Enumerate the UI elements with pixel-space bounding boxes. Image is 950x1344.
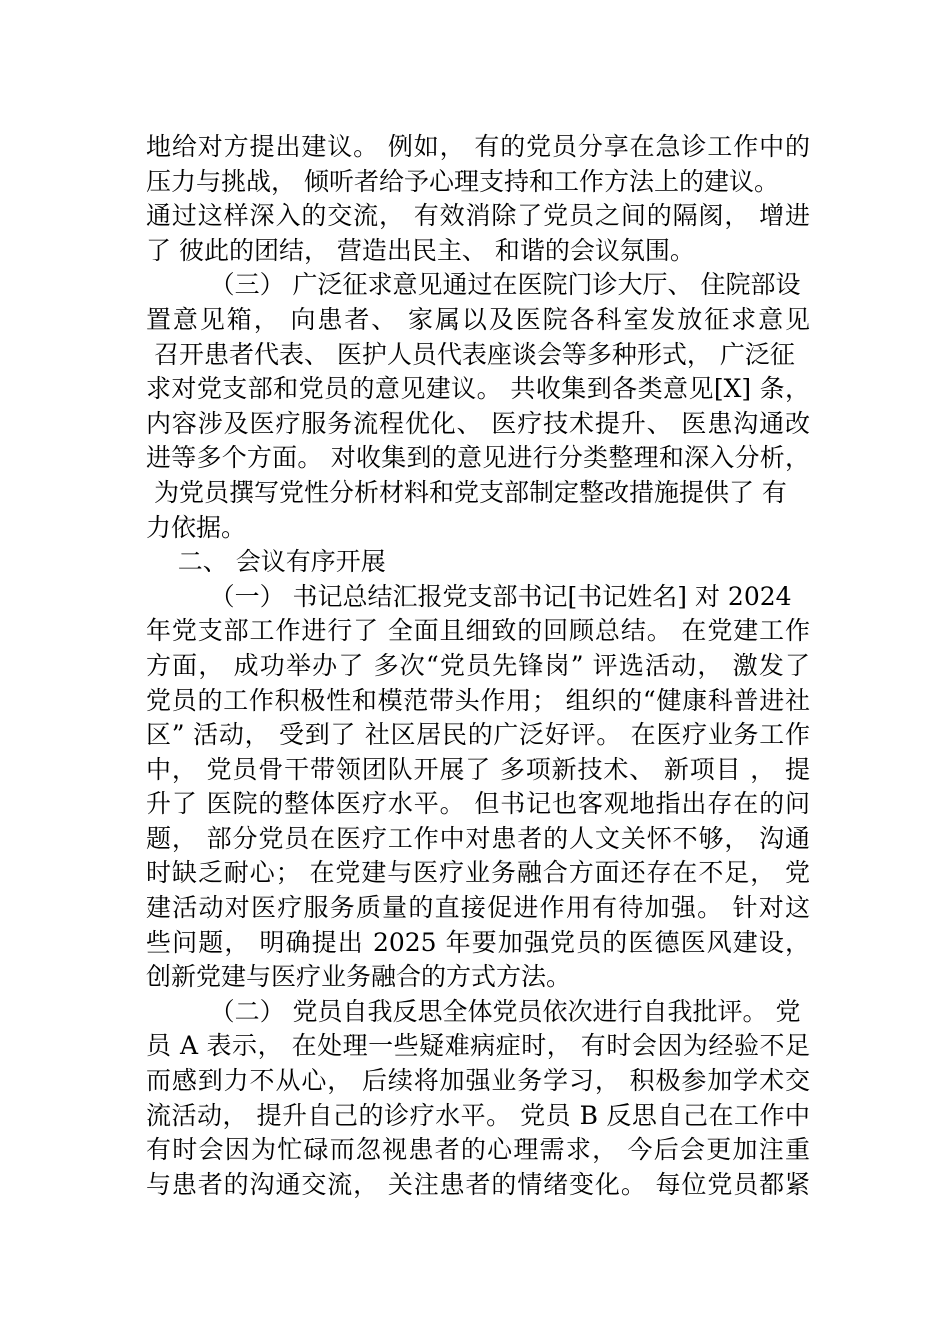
text-line: 创新党建与医疗业务融合的方式方法。 <box>146 962 572 992</box>
text-line: 年党支部工作进行了 全面且细致的回顾总结。 在党建工作 <box>146 616 810 646</box>
text-line: 内容涉及医疗服务流程优化、 医疗技术提升、 医患沟通改 <box>146 408 810 438</box>
text-line: 二、 会议有序开展 <box>146 547 386 577</box>
text-line: 置意见箱， 向患者、 家属以及医院各科室发放征求意见 <box>146 304 810 334</box>
text-line: （一） 书记总结汇报党支部书记[书记姓名] 对 2024 <box>146 581 792 611</box>
text-line: 有时会因为忙碌而忽视患者的心理需求， 今后会更加注重 <box>146 1135 810 1165</box>
text-line: 题， 部分党员在医疗工作中对患者的人文关怀不够， 沟通 <box>146 823 810 853</box>
text-line: 通过这样深入的交流， 有效消除了党员之间的隔阂， 增进 <box>146 201 810 231</box>
text-line: 流活动， 提升自己的诊疗水平。 党员 B 反思自己在工作中 <box>146 1100 810 1130</box>
text-line: 力依据。 <box>146 512 247 542</box>
text-line: 地给对方提出建议。 例如， 有的党员分享在急诊工作中的 <box>146 132 810 161</box>
text-line: （三） 广泛征求意见通过在医院门诊大厅、 住院部设 <box>146 270 801 300</box>
text-line: 召开患者代表、 医护人员代表座谈会等多种形式， 广泛征 <box>146 339 795 369</box>
text-line: 时缺乏耐心； 在党建与医疗业务融合方面还存在不足， 党 <box>146 858 810 888</box>
text-line: 些问题， 明确提出 2025 年要加强党员的医德医风建设， <box>146 927 810 957</box>
text-line: 求对党支部和党员的意见建议。 共收集到各类意见[X] 条， <box>146 374 810 404</box>
text-line: 中， 党员骨干带领团队开展了 多项新技术、 新项目 ， 提 <box>146 754 810 784</box>
document-body <box>146 130 810 1202</box>
text-line: 升了 医院的整体医疗水平。 但书记也客观地指出存在的问 <box>146 789 810 819</box>
text-line: 为党员撰写党性分析材料和党支部制定整改措施提供了 有 <box>146 477 787 507</box>
text-line: 党员的工作积极性和模范带头作用； 组织的“健康科普进社 <box>146 685 810 715</box>
text-line: 压力与挑战， 倾听者给予心理支持和工作方法上的建议。 <box>146 166 779 196</box>
text-line: 而感到力不从心， 后续将加强业务学习， 积极参加学术交 <box>146 1066 810 1096</box>
text-line: （二） 党员自我反思全体党员依次进行自我批评。 党 <box>146 996 801 1026</box>
text-line: 建活动对医疗服务质量的直接促进作用有待加强。 针对这 <box>146 893 810 923</box>
text-line: 与患者的沟通交流， 关注患者的情绪变化。 每位党员都紧 <box>146 1169 810 1199</box>
text-line: 员 A 表示， 在处理一些疑难病症时， 有时会因为经验不足 <box>146 1031 810 1061</box>
text-line: 区” 活动， 受到了 社区居民的广泛好评。 在医疗业务工作 <box>146 720 810 750</box>
text-line: 方面， 成功举办了 多次“党员先锋岗” 评选活动， 激发了 <box>146 650 810 680</box>
text-line: 了 彼此的团结， 营造出民主、 和谐的会议氛围。 <box>146 235 695 265</box>
text-line: 进等多个方面。 对收集到的意见进行分类整理和深入分析， <box>146 443 810 473</box>
